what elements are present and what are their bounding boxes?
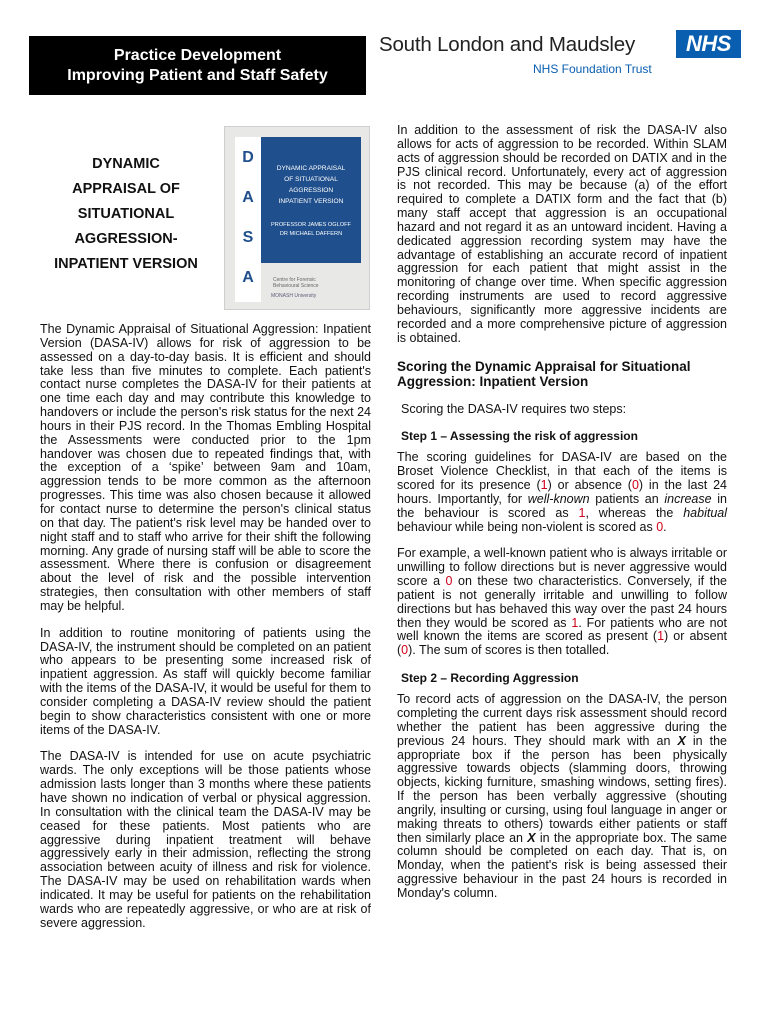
paragraph: The Dynamic Appraisal of Situational Aggression: Inpatient Version (DASA-IV) allows for risk of aggression to be assessed on a day-to-day basis. It is efficient and should take less than five minutes to complete. Each patient's contact nurse completes the DASA-IV for their patients at one time each day and may contribute this knowledge to handovers or include the person's risk status for the next 24 hours in their PJS record. In the Thomas Embling Hospital the Assessments were conducted prior to the 1pm handover was chosen due to repeated findings that, with the exception of a ‘spike’ between 9am and 10am, aggression tends to be more common as the afternoon progresses. This time was also chosen because it allowed for contact nurse to determine the person's clinical status on that day. The patient's risk level may be handed over to night staff and to staff who arrive for their shift the following morning. Any grade of nursing staff will be able to score the assessment. Where there is confusion or disagreement about the level of risk and the possible intervention strategies, then consultation with other members of staff may be helpful.: [40, 322, 371, 613]
step-2-heading: Step 2 – Recording Aggression: [401, 671, 579, 686]
paragraph: In addition to the assessment of risk the DASA-IV also allows for acts of aggression to be recorded. Within SLAM acts of aggression should be recorded on DATIX and in the PJS clinical record. Unfortunately, every act of aggression is not recorded. This may be because (a) of the effort required to complete a DATIX form and the fact that (b) many staff accept that aggression is an occupational hazard and not regard it as an untoward incident. Having a dedicated aggression recording system may have the advantage of establishing an accurate record of inpatient aggression for each patient that might assist in the monitoring of change over time. When specific aggression recording instruments are used to record aggressive behaviours, significantly more aggressive incidents are recorded and a more comprehensive picture of aggression is obtained.: [397, 123, 727, 345]
title-line: DYNAMIC: [92, 156, 160, 172]
step-1-heading: Step 1 – Assessing the risk of aggression: [401, 429, 638, 444]
cover-title-line: AGGRESSION: [288, 187, 334, 194]
paragraph: In addition to routine monitoring of patients using the DASA-IV, the instrument should be completed on an patient who appears to be presenting some increased risk of inpatient aggression. As staff will quickly become familiar with the items of the DASA-IV, it would be useful for them to consider completing a DASA-IV review should the patient begin to show characteristics consistent with one or more items of the DASA-IV.: [40, 625, 371, 737]
score-value: 0: [445, 574, 453, 589]
cover-author: DR MICHAEL DAFFERN: [279, 231, 343, 237]
score-value: 1: [571, 615, 579, 630]
score-value: 1: [578, 505, 586, 520]
score-value: 1: [540, 478, 548, 493]
trust-name: NHS Foundation Trust: [533, 62, 652, 76]
cover-title-line: DYNAMIC APPRAISAL: [276, 165, 346, 172]
title-line: INPATIENT VERSION: [54, 256, 198, 272]
score-value: 0: [401, 643, 409, 658]
cover-centre-logo: Centre for Forensic Behavioural Science: [273, 277, 319, 289]
cover-letter: S: [242, 229, 254, 246]
cover-title-line: INPATIENT VERSION: [278, 198, 344, 205]
organization-name: South London and Maudsley: [379, 33, 636, 56]
section-heading: Scoring the Dynamic Appraisal for Situational Aggression: Inpatient Version: [397, 358, 691, 389]
step-1-paragraph: The scoring guidelines for DASA-IV are based on the Broset Violence Checklist, in that each of the items is scored for its presence (1) or absence (0) in the last 24 hours. Importantly, for well-known patients an increase in the behaviour is scored as 1, whereas the habitual behaviour while being non-violent is scored as 0.: [397, 450, 728, 534]
cover-university-logo: MONASH University: [271, 293, 317, 299]
document-title: [40, 152, 212, 277]
nhs-logo: NHS: [676, 30, 741, 58]
title-line: APPRAISAL OF: [72, 181, 180, 197]
score-value: 1: [657, 629, 665, 644]
score-value: 0: [631, 478, 639, 493]
cover-title-block: [261, 137, 361, 263]
step-2-paragraph: To record acts of aggression on the DASA-IV, the person completing the current days risk assessment should record whether the patient has been aggressive during the previous 24 hours. They should mark with an X in the appropriate box if the person has been physically aggressive towards objects (slamming doors, throwing objects, kicking furniture, smashing windows, setting fires). If the person has been verbally aggressive (shouting angrily, insulting or cursing, using foul language in anger or making threats to others) towards either patients or staff then similarly place an X in the appropriate box. The same column should be completed on each day. That is, on Monday, when the patient's risk is being assessed their aggressive behaviour in the past 24 hours is recorded in Monday's column.: [397, 692, 728, 900]
title-line: AGGRESSION-: [74, 231, 178, 247]
cover-letter-strip: [235, 137, 261, 302]
dasa-cover-image: [224, 126, 370, 310]
scoring-intro: Scoring the DASA-IV requires two steps:: [401, 401, 627, 416]
paragraph: The DASA-IV is intended for use on acute psychiatric wards. The only exceptions will be those patients whose admission lasts longer than 3 months where these patients have shown no indication of verbal or physical aggression. In consultation with the clinical team the DASA-IV may be ceased for these patients. Most patients who are aggressive during inpatient treatment will behave aggressively early in their admission, reflecting the strong association between acuity of illness and risk for violence. The DASA-IV may be used on rehabilitation wards when indicated. It may be useful for patients on the rehabilitation wards who are repeatedly aggressive, or who are at risk of severe aggression.: [40, 749, 371, 930]
cover-letter: A: [242, 269, 254, 286]
title-line: SITUATIONAL: [77, 206, 175, 222]
score-value: 0: [656, 519, 664, 534]
cover-title-line: OF SITUATIONAL: [284, 176, 338, 183]
example-paragraph: For example, a well-known patient who is always irritable or unwilling to follow directions but is never aggressive would score a 0 on these two characteristics. Conversely, if the patient is not generally irritable and unwilling to follow directions but has behaved this way over the past 24 hours then they would be scored as 1. For patients who are not well known the items are scored as present (1) or absent (0). The sum of scores is then totalled.: [397, 546, 728, 658]
left-column: [40, 323, 371, 943]
header-banner: [29, 36, 366, 95]
right-column: [397, 124, 727, 914]
cover-letter: D: [242, 149, 254, 166]
banner-line-1: Practice Development: [113, 46, 282, 64]
banner-line-2: Improving Patient and Staff Safety: [67, 66, 328, 84]
cover-letter: A: [242, 189, 254, 206]
cover-author: PROFESSOR JAMES OGLOFF: [271, 222, 351, 228]
